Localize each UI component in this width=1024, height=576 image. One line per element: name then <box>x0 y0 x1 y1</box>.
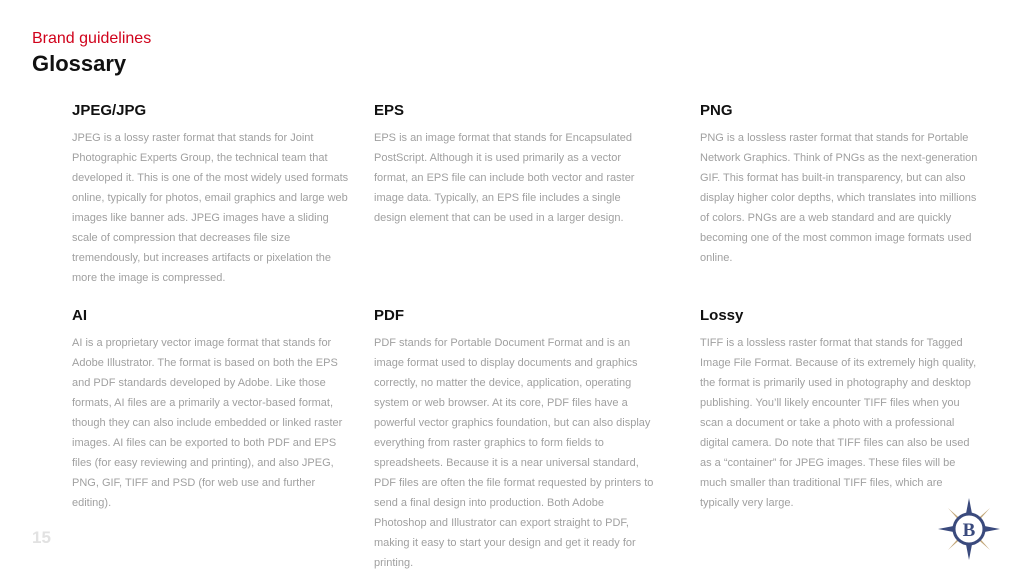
term-heading: Lossy <box>700 307 744 324</box>
term-heading: JPEG/JPG <box>72 102 147 119</box>
term-heading: PDF <box>374 307 404 324</box>
term-definition: JPEG is a lossy raster format that stands for Joint Photographic Experts Group, the technical team that developed it. This is one of the most widely used formats online, typically for photos, email graphics and large web images like banner ads. JPEG images have a sliding scale of compression that decreases file size tremendously, but increases artifacts or pixelation the more the image is compressed. <box>72 132 349 284</box>
glossary-term-jpeg <box>72 102 354 288</box>
term-definition: TIFF is a lossless raster format that stands for Tagged Image File Format. Because of its extremely high quality, the format is primarily used in photography and desktop publishing. You’ll likely encounter TIFF files when you scan a document or take a photo with a professional digital camera. Do note that TIFF files can also be used as a “container” for JPEG images. These files will be much smaller than traditional TIFF files, which are typically very large. <box>700 337 977 509</box>
term-heading: EPS <box>374 102 405 119</box>
page-title: Glossary <box>32 51 127 76</box>
term-definition: PNG is a lossless raster format that stands for Portable Network Graphics. Think of PNGs as the next-generation GIF. This format has built-in transparency, but can also display higher color depths, which translates into millions of colors. PNGs are a web standard and are quickly becoming one of the most common image formats used online. <box>700 132 978 264</box>
glossary-term-lossy <box>700 307 982 513</box>
term-heading: PNG <box>700 102 733 119</box>
glossary-term-pdf <box>374 307 656 573</box>
glossary-term-eps <box>374 102 656 228</box>
glossary-term-png <box>700 102 982 268</box>
compass-logo-icon <box>936 496 1002 562</box>
glossary-term-ai <box>72 307 354 513</box>
page-number: 15 <box>32 528 51 547</box>
term-definition: EPS is an image format that stands for Encapsulated PostScript. Although it is used primarily as a vector format, an EPS file can include both vector and raster image data. Typically, an EPS file includes a single design element that can be used in a larger design. <box>374 132 635 224</box>
term-heading: AI <box>72 307 87 324</box>
term-definition: AI is a proprietary vector image format that stands for Adobe Illustrator. The format is based on both the EPS and PDF standards developed by Adobe. Like those formats, AI files are a primarily a vector-based format, though they can also include embedded or linked raster images. AI files can be exported to both PDF and EPS files (for easy reviewing and printing), and also JPEG, PNG, GIF, TIFF and PSD (for web use and further editing). <box>72 337 343 509</box>
section-kicker: Brand guidelines <box>32 30 152 47</box>
logo-letter: B <box>962 520 976 541</box>
term-definition: PDF stands for Portable Document Format and is an image format used to display documents and graphics correctly, no matter the device, application, operating system or web browser. At its core, PDF files have a powerful vector graphics foundation, but can also display everything from raster graphics to form fields to spreadsheets. Because it is a near universal standard, PDF files are often the file format requested by printers to send a final design into production. Both Adobe Photoshop and Illustrator can export straight to PDF, making it easy to start your design and get it ready for printing. <box>374 337 654 569</box>
